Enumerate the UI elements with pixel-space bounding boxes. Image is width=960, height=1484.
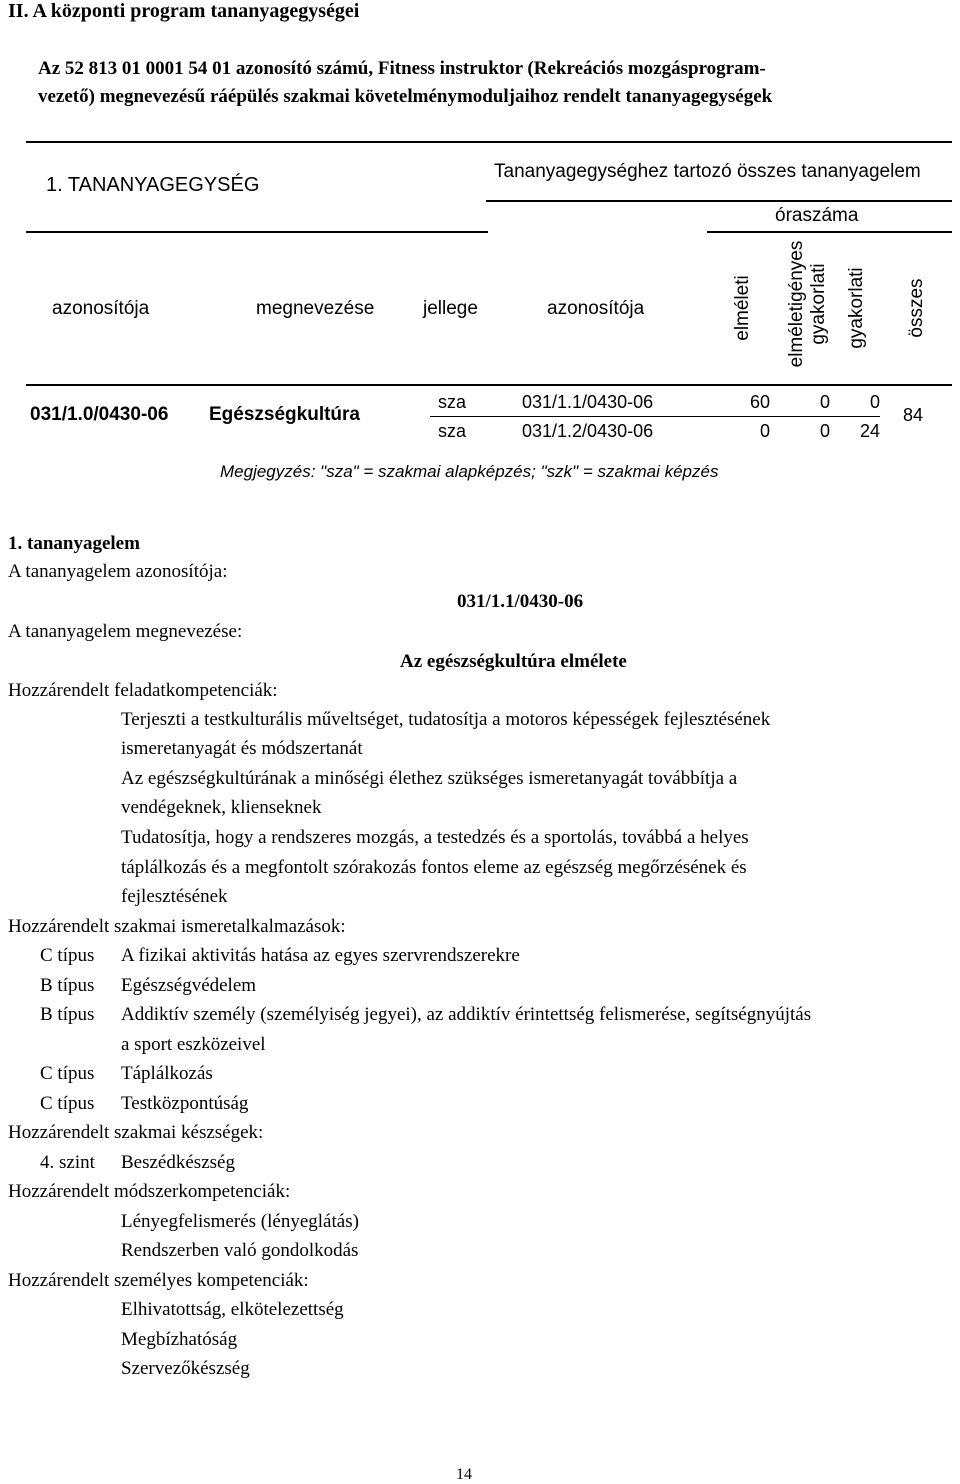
- knowledge-type: C típus: [40, 945, 95, 966]
- personal-item: Elhivatottság, elkötelezettség: [121, 1299, 344, 1320]
- knowledge-label: Hozzárendelt szakmai ismeretalkalmazások:: [8, 916, 346, 937]
- personal-item: Szervezőkészség: [121, 1358, 250, 1379]
- knowledge-type: C típus: [40, 1093, 95, 1114]
- col-header-theory-practice-1: elméletigényes: [786, 240, 807, 368]
- row-theory-practice: 0: [819, 421, 830, 441]
- knowledge-text: Táplálkozás: [121, 1063, 213, 1084]
- header-bottom-rule: [26, 384, 952, 386]
- method-item: Lényegfelismerés (lényeglátás): [121, 1211, 359, 1232]
- col-header-name: megnevezése: [256, 298, 375, 319]
- knowledge-text: A fizikai aktivitás hatása az egyes szervrendszerekre: [121, 945, 520, 966]
- row-elem-id: 031/1.1/0430-06: [522, 392, 654, 412]
- row-elem-id: 031/1.2/0430-06: [522, 421, 654, 441]
- personal-label: Hozzárendelt személyes kompetenciák:: [8, 1270, 309, 1291]
- row-theory: 0: [759, 421, 770, 441]
- element-name-value: Az egészségkultúra elmélete: [400, 651, 627, 672]
- col-header-id: azonosítója: [52, 298, 150, 319]
- knowledge-text: Addiktív személy (személyiség jegyei), az addiktív érintettség felismerése, segítségnyújtás: [121, 1004, 812, 1025]
- section-title: II. A központi program tananyagegységei: [8, 0, 360, 22]
- row-practice: 24: [859, 421, 880, 441]
- col-header-total: összes: [906, 278, 927, 338]
- task-line: Tudatosítja, hogy a rendszeres mozgás, a testedzés és a sportolás, továbbá a helyes: [121, 827, 749, 848]
- knowledge-type: B típus: [40, 975, 95, 996]
- method-item: Rendszerben való gondolkodás: [121, 1240, 359, 1261]
- knowledge-type: C típus: [40, 1063, 95, 1084]
- subtitle-line-2: vezető) megnevezésű ráépülés szakmai követelménymoduljaihoz rendelt tananyagegységek: [38, 86, 773, 107]
- task-line: fejlesztésének: [121, 886, 228, 907]
- title-rule: [26, 231, 488, 233]
- row-practice: 0: [869, 392, 880, 412]
- col-header-theory: elméleti: [732, 275, 753, 341]
- row-theory: 60: [749, 392, 770, 412]
- col-header-practice: gyakorlati: [846, 267, 867, 349]
- unit-id: 031/1.0/0430-06: [30, 404, 169, 425]
- task-line: ismeretanyagát és módszertanát: [121, 738, 363, 759]
- personal-item: Megbízhatóság: [121, 1329, 238, 1350]
- task-line: táplálkozás és a megfontolt szórakozás fontos eleme az egészség megőrzésének és: [121, 857, 747, 878]
- hours-header: óraszáma: [775, 205, 859, 226]
- knowledge-text: Egészségvédelem: [121, 975, 257, 996]
- task-line: vendégeknek, klienseknek: [121, 797, 322, 818]
- tasks-label: Hozzárendelt feladatkompetenciák:: [8, 680, 278, 701]
- methods-label: Hozzárendelt módszerkompetenciák:: [8, 1181, 291, 1202]
- element-id-value: 031/1.1/0430-06: [457, 591, 584, 612]
- skill-text: Beszédkészség: [121, 1152, 235, 1173]
- element-name-label: A tananyagelem megnevezése:: [8, 621, 243, 642]
- total-hours: 84: [903, 405, 924, 425]
- task-line: Az egészségkultúrának a minőségi élethez szükséges ismeretanyagát továbbítja a: [121, 768, 738, 789]
- knowledge-text: Testközpontúság: [121, 1093, 249, 1114]
- unit-name: Egészségkultúra: [209, 404, 360, 425]
- row-theory-practice: 0: [819, 392, 830, 412]
- skills-label: Hozzárendelt szakmai készségek:: [8, 1122, 264, 1143]
- col-header-theory-practice-2: gyakorlati: [808, 263, 829, 345]
- page-number: 14: [456, 1466, 472, 1483]
- knowledge-type: B típus: [40, 1004, 95, 1025]
- row-divider: [430, 416, 880, 417]
- table-top-rule: [26, 141, 952, 143]
- group-rule: [486, 200, 952, 202]
- skill-level: 4. szint: [40, 1152, 95, 1173]
- element-id-label: A tananyagelem azonosítója:: [8, 561, 228, 582]
- group-header: Tananyagegységhez tartozó összes tananyagelem: [494, 161, 921, 182]
- row-type: sza: [438, 421, 467, 441]
- col-header-theory-practice: [786, 229, 830, 379]
- row-type: sza: [438, 392, 467, 412]
- unit-title: 1. TANANYAGEGYSÉG: [46, 174, 260, 196]
- col-header-type: jellege: [423, 298, 478, 319]
- element-heading: 1. tananyagelem: [8, 533, 140, 554]
- col-header-elem-id: azonosítója: [547, 298, 645, 319]
- task-line: Terjeszti a testkulturális műveltséget, tudatosítja a motoros képességek fejlesztésének: [121, 709, 771, 730]
- knowledge-text-continued: a sport eszközeivel: [121, 1034, 266, 1055]
- table-note: Megjegyzés: "sza" = szakmai alapképzés; "szk" = szakmai képzés: [220, 462, 719, 481]
- subtitle-line-1: Az 52 813 01 0001 54 01 azonosító számú, Fitness instruktor (Rekreációs mozgásprogram-: [38, 58, 766, 79]
